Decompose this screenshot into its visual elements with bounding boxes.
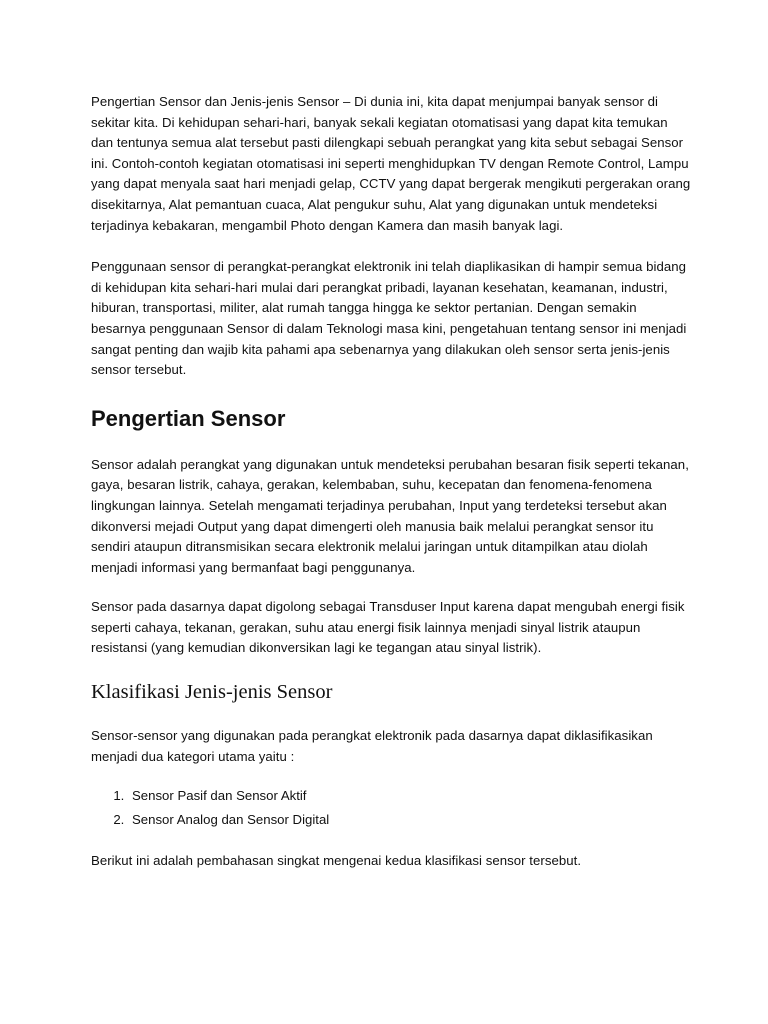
classification-list [91, 784, 691, 831]
intro-paragraph-1: Pengertian Sensor dan Jenis-jenis Sensor – Di dunia ini, kita dapat menjumpai banyak sensor di sekitar kita. Di kehidupan sehari-hari, banyak sekali kegiatan otomatisasi yang dapat kita temukan dan tentunya semua alat tersebut pasti dilengkapi sebuah perangkat yang kita sebut sebagai Sensor ini. Contoh-contoh kegiatan otomatisasi ini seperti menghidupkan TV dengan Remote Control, Lampu yang dapat menyala saat hari menjadi gelap, CCTV yang dapat bergerak mengikuti pergerakan orang disekitarnya, Alat pemantuan cuaca, Alat pengukur suhu, Alat yang digunakan untuk mendeteksi terjadinya kebakaran, mengambil Photo dengan Kamera dan masih banyak lagi. [91, 94, 691, 233]
list-item: 1. Sensor Pasif dan Sensor Aktif [128, 784, 691, 808]
heading-pengertian-sensor: Pengertian Sensor [91, 405, 286, 431]
definition-paragraph-2: Sensor pada dasarnya dapat digolong sebagai Transduser Input karena dapat mengubah energi fisik seperti cahaya, tekanan, gerakan, suhu atau energi fisik lainnya menjadi sinyal listrik ataupun resistansi (yang kemudian dikonversikan lagi ke tegangan atau sinyal listrik). [91, 599, 685, 656]
definition-paragraph-1: Sensor adalah perangkat yang digunakan untuk mendeteksi perubahan besaran fisik seperti tekanan, gaya, besaran listrik, cahaya, gerakan, kelembaban, suhu, kecepatan dan fenomena-fenomena lingkungan lainnya. Setelah mengamati terjadinya perubahan, Input yang terdeteksi tersebut akan dikonversi mejadi Output yang dapat dimengerti oleh manusia baik melalui perangkat sensor itu sendiri ataupun ditransmisikan secara elektronik melalui jaringan untuk ditampilkan atau diolah menjadi informasi yang bermanfaat bagi penggunanya. [91, 456, 689, 575]
closing-paragraph: Berikut ini adalah pembahasan singkat mengenai kedua klasifikasi sensor tersebut. [91, 853, 582, 869]
intro-paragraph-2: Penggunaan sensor di perangkat-perangkat elektronik ini telah diaplikasikan di hampir semua bidang di kehidupan kita sehari-hari mulai dari perangkat pribadi, layanan kesehatan, keamanan, industri, hiburan, transportasi, militer, alat rumah tangga hingga ke sektor pertanian. Dengan semakin besarnya penggunaan Sensor di dalam Teknologi masa kini, pengetahuan tentang sensor ini menjadi sangat penting dan wajib kita pahami apa sebenarnya yang dilakukan oleh sensor serta jenis-jenis sensor tersebut. [91, 259, 687, 378]
document-page [91, 92, 691, 872]
list-item: 2. Sensor Analog dan Sensor Digital [128, 808, 691, 832]
classification-paragraph: Sensor-sensor yang digunakan pada perangkat elektronik pada dasarnya dapat diklasifikasikan menjadi dua kategori utama yaitu : [91, 728, 653, 764]
heading-klasifikasi: Klasifikasi Jenis-jenis Sensor [91, 681, 333, 704]
